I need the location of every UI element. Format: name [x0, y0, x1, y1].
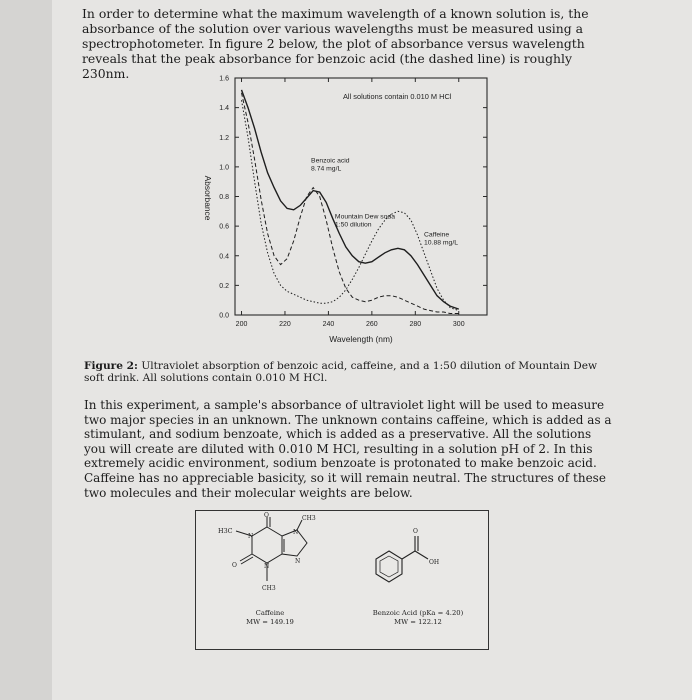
y-tick-label: 0.2 — [219, 282, 229, 290]
structures-box — [195, 510, 489, 650]
benzene-inner-ring — [380, 556, 398, 577]
caffeine-name: Caffeine — [255, 609, 285, 617]
x-tick-label: 200 — [235, 321, 248, 328]
y-tick-label: 1.0 — [219, 164, 229, 172]
benzoic-atom-oh: OH — [429, 559, 440, 566]
y-tick-label: 1.2 — [219, 134, 229, 142]
caffeine-atom-ch3-right: CH3 — [302, 515, 316, 522]
x-axis-label: Wavelength (nm) — [329, 334, 393, 344]
caffeine-atom-n1: N — [248, 533, 254, 540]
caffeine-atom-o-left: O — [232, 562, 237, 569]
caffeine-mw: MW = 149.19 — [246, 618, 294, 626]
caffeine-atom-ch3-bottom: CH3 — [262, 585, 276, 592]
caffeine-atom-o-top: O — [264, 512, 269, 519]
benzoic-acid-structure — [376, 536, 428, 582]
absorbance-chart — [195, 70, 495, 348]
series-line-dashed — [242, 93, 459, 314]
caffeine-atom-n3: N — [295, 558, 301, 565]
caffeine-atom-n2: N — [293, 529, 299, 536]
x-tick-label: 260 — [366, 321, 378, 328]
chart-axes — [235, 78, 487, 315]
y-tick-label: 0.8 — [219, 194, 229, 201]
caffeine-atom-n4: N — [264, 563, 270, 570]
y-axis-label: Absorbance — [203, 175, 213, 221]
caffeine-atom-h3c: H3C — [218, 527, 233, 535]
series-label: Caffeine 10.88 mg/L — [424, 231, 459, 247]
y-tick-label: 0.4 — [219, 253, 229, 261]
y-tick-label: 0.6 — [219, 223, 229, 231]
series-label: Mountain Dew soda 1:50 dilution — [334, 213, 396, 229]
experiment-paragraph: In this experiment, a sample's absorbance of ultraviolet light will be used to measure two major species in an unknown. The unknown contains caffeine, which is added as a stimulant, and sodium benzoate, which is added as a preservative. All the solutions you will create are diluted with 0.010 M HCl, resulting in a solution pH of 2. In this extremely acidic environment, sodium benzoate is protonated to make benzoic acid. Caffeine has no appreciable basicity, so it will remain neutral. The structures of these two molecules and their molecular weights are below. — [84, 398, 612, 500]
caption-label: Figure 2: — [84, 360, 138, 372]
benzoic-name: Benzoic Acid (pKa = 4.20) — [372, 609, 464, 617]
x-tick-label: 300 — [452, 321, 465, 328]
x-tick-label: 240 — [322, 321, 335, 328]
intro-paragraph: In order to determine what the maximum wavelength of a known solution is, the absorbance of the solution over various wavelengths must be measured using a spectrophotometer. In figure 2 below, the plot of absorbance versus wavelength reveals that the peak absorbance for benzoic acid (the dashed line) is roughly 230nm. — [82, 6, 589, 81]
series-line-solid — [242, 90, 459, 309]
caffeine-structure — [236, 517, 307, 581]
x-tick-label: 220 — [279, 321, 291, 328]
y-tick-label: 0.0 — [219, 312, 229, 320]
figure-caption — [84, 360, 612, 384]
caption-text: Ultraviolet absorption of benzoic acid, caffeine, and a 1:50 dilution of Mountain Dew soft drink. All solutions contain 0.010 M HCl. — [84, 360, 598, 384]
benzoic-atom-o: O — [413, 528, 418, 535]
y-tick-label: 1.4 — [219, 105, 229, 113]
molecular-structures — [196, 511, 488, 649]
caffeine-pyrimidine-ring — [252, 527, 282, 563]
y-tick-label: 1.6 — [219, 75, 229, 83]
chart-annotation: All solutions contain 0.010 M HCl — [343, 92, 452, 101]
benzoic-mw: MW = 122.12 — [394, 618, 442, 626]
series-label: Benzoic acid 8.74 mg/L — [311, 157, 350, 173]
x-tick-label: 280 — [409, 321, 422, 328]
